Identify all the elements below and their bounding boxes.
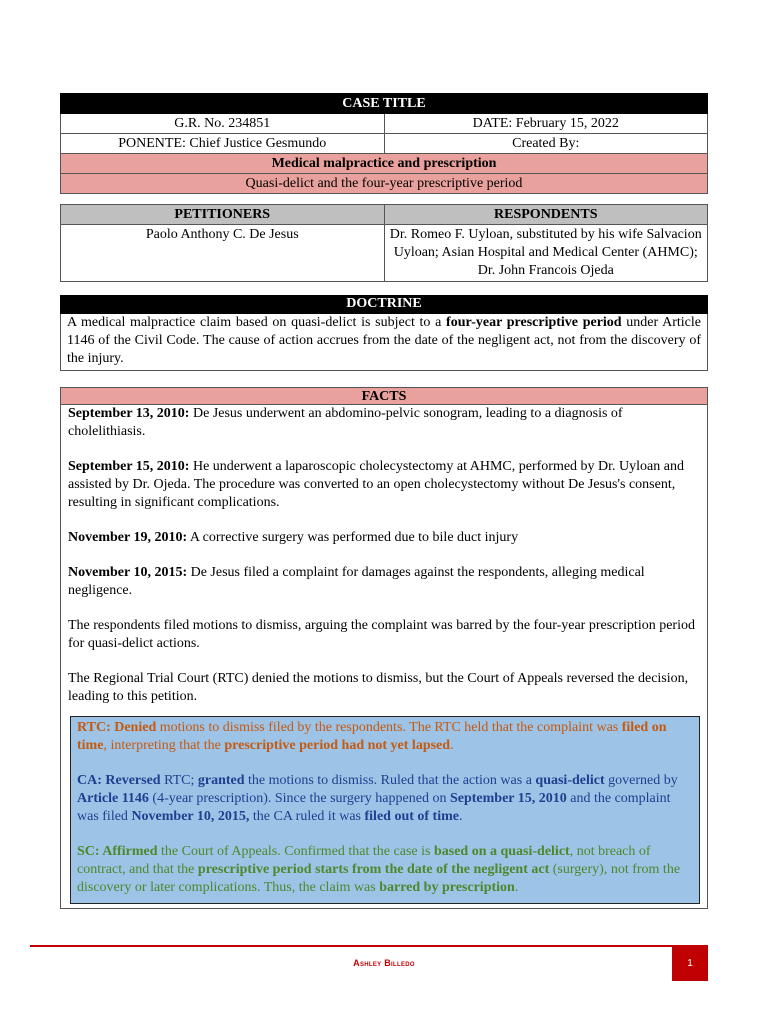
case-topic: Medical malpractice and prescription [61, 154, 708, 174]
case-title-table [60, 93, 708, 194]
footer-author: Ashley Billedo [353, 958, 415, 968]
petitioners-cell: Paolo Anthony C. De Jesus [61, 225, 385, 282]
respondents-header: RESPONDENTS [384, 205, 708, 225]
case-title-label: CASE TITLE [61, 94, 708, 114]
petitioners-header: PETITIONERS [61, 205, 385, 225]
decision-date: DATE: February 15, 2022 [384, 114, 708, 134]
fact-item: September 15, 2010: He underwent a laparoscopic cholecystectomy at AHMC, performed by Dr. Uyloan and assisted by Dr. Ojeda. The procedure was converted to an open cholecystectomy without De Jesus's consent, resulting in significant complications. [68, 459, 684, 510]
doctrine-header: DOCTRINE [60, 295, 708, 314]
parties-table [60, 204, 708, 282]
page-number: 1 [672, 945, 708, 981]
respondents-cell: Dr. Romeo F. Uyloan, substituted by his wife Salvacion Uyloan; Asian Hospital and Medical Center (AHMC); Dr. John Francois Ojeda [384, 225, 708, 282]
doctrine-text: A medical malpractice claim based on quasi-delict is subject to a four-year prescriptive period under Article 1146 of the Civil Code. The cause of action accrues from the date of the negligent act, not from the discovery of the injury. [60, 314, 708, 371]
fact-motions: The respondents filed motions to dismiss, arguing the complaint was barred by the four-year prescription period for quasi-delict actions. [68, 618, 695, 651]
footer-rule [30, 945, 678, 947]
facts-header: FACTS [60, 387, 708, 405]
ponente: PONENTE: Chief Justice Gesmundo [61, 134, 385, 154]
created-by: Created By: [384, 134, 708, 154]
fact-procedural: The Regional Trial Court (RTC) denied the motions to dismiss, but the Court of Appeals reversed the decision, leading to this petition. [68, 671, 689, 704]
facts-section [60, 387, 708, 909]
case-subtopic: Quasi-delict and the four-year prescriptive period [61, 174, 708, 194]
ruling-sc: SC: Affirmed the Court of Appeals. Confirmed that the case is based on a quasi-delict, not breach of contract, and that the prescriptive period starts from the date of the negligent act (surgery), not from the discovery or later complications. Thus, the claim was barred by prescription. [77, 844, 681, 895]
facts-body [60, 405, 708, 909]
ruling-ca: CA: Reversed RTC; granted the motions to dismiss. Ruled that the action was a quasi-delict governed by Article 1146 (4-year prescription). Since the surgery happened on September 15, 2010 and the complaint was filed November 10, 2015, the CA ruled it was filed out of time. [77, 773, 678, 824]
fact-item: November 19, 2010: A corrective surgery was performed due to bile duct injury [68, 530, 519, 545]
fact-item: November 10, 2015: De Jesus filed a complaint for damages against the respondents, alleging medical negligence. [68, 565, 645, 598]
ruling-rtc: RTC: Denied motions to dismiss filed by the respondents. The RTC held that the complaint was filed on time, interpreting that the prescriptive period had not yet lapsed. [77, 720, 667, 753]
fact-item: September 13, 2010: De Jesus underwent an abdomino-pelvic sonogram, leading to a diagnosis of cholelithiasis. [68, 406, 623, 439]
gr-number: G.R. No. 234851 [61, 114, 385, 134]
rulings-box [70, 716, 700, 904]
doctrine-section [60, 295, 708, 371]
